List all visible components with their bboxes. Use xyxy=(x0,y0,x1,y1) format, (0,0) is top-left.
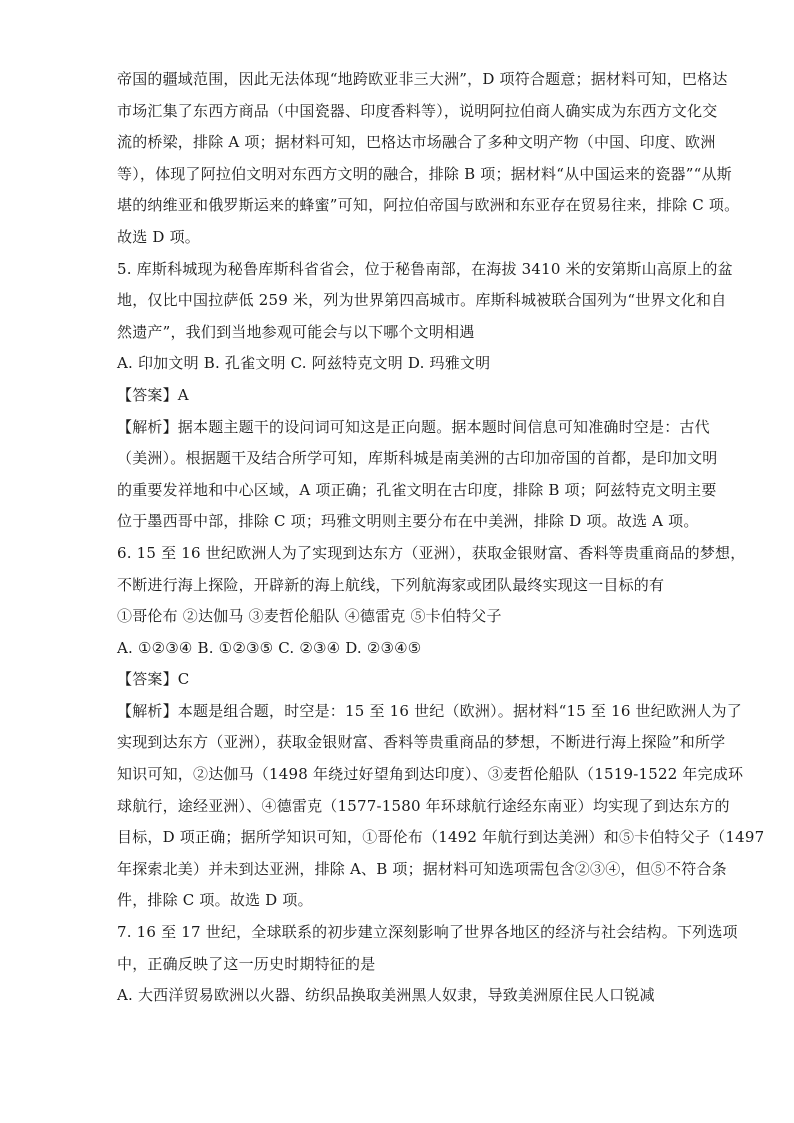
text-line: 等），体现了阿拉伯文明对东西方文明的融合，排除 B 项；据材料“从中国运来的瓷器”“从斯 xyxy=(117,164,732,183)
question-7-option-a: A. 大西洋贸易欧洲以火器、纺织品换取美洲黑人奴隶，导致美洲原住民人口锐减 xyxy=(117,986,655,1005)
analysis-line: 知识可知，②达伽马（1498 年绕过好望角到达印度）、③麦哲伦船队（1519-1522 年完成环 xyxy=(117,765,744,784)
question-6-line: 6. 15 至 16 世纪欧洲人为了实现到达东方（亚洲），获取金银财富、香料等贵重商品的梦想， xyxy=(117,543,746,562)
text-line: 故选 D 项。 xyxy=(117,227,200,246)
answer-label: 【答案】C xyxy=(117,670,190,689)
question-5-line: 然遗产”，我们到当地参观可能会与以下哪个文明相遇 xyxy=(117,322,475,341)
question-5-line: 地，仅比中国拉萨低 259 米，列为世界第四高城市。库斯科城被联合国列为“世界文化和自 xyxy=(117,291,727,310)
text-line: 流的桥梁，排除 A 项；据材料可知，巴格达市场融合了多种文明产物（中国、印度、欧洲 xyxy=(117,133,716,152)
text-line: 帝国的疆域范围，因此无法体现“地跨欧亚非三大洲”，D 项符合题意；据材料可知，巴格达 xyxy=(117,70,728,88)
analysis-line: 件，排除 C 项。故选 D 项。 xyxy=(117,891,313,910)
analysis-line: 球航行，途经亚洲）、④德雷克（1577-1580 年环球航行途经东南亚）均实现了到达东方的 xyxy=(117,796,730,815)
analysis-line: 【解析】据本题主题干的设问词可知这是正向题。据本题时间信息可知准确时空是：古代 xyxy=(117,417,710,436)
question-5-line: 5. 库斯科城现为秘鲁库斯科省省会，位于秘鲁南部，在海拔 3410 米的安第斯山高原上的盆 xyxy=(117,259,733,278)
analysis-line: （美洲）。根据题干及结合所学可知，库斯科城是南美洲的古印加帝国的首都，是印加文明 xyxy=(117,449,718,468)
answer-label: 【答案】A xyxy=(117,385,189,404)
document-page xyxy=(117,64,765,1012)
question-7-line: 中，正确反映了这一历史时期特征的是 xyxy=(117,954,376,973)
question-7-line: 7. 16 至 17 世纪，全球联系的初步建立深刻影响了世界各地区的经济与社会结构。下列选项 xyxy=(117,923,738,942)
analysis-line: 的重要发祥地和中心区域，A 项正确；孔雀文明在古印度，排除 B 项；阿兹特克文明主要 xyxy=(117,480,717,499)
analysis-line: 实现到达东方（亚洲），获取金银财富、香料等贵重商品的梦想，不断进行海上探险”和所学 xyxy=(117,733,726,752)
analysis-line: 【解析】本题是组合题，时空是：15 至 16 世纪（欧洲）。据材料“15 至 16 世纪欧洲人为了 xyxy=(117,701,742,720)
analysis-line: 年探索北美）并未到达亚洲，排除 A、B 项；据材料可知选项需包含②③④，但⑤不符合条 xyxy=(117,859,727,878)
analysis-line: 目标，D 项正确；据所学知识可知，①哥伦布（1492 年航行到达美洲）和⑤卡伯特父子（1497 xyxy=(117,828,765,847)
question-6-items: ①哥伦布 ②达伽马 ③麦哲伦船队 ④德雷克 ⑤卡伯特父子 xyxy=(117,607,502,626)
text-line: 堪的纳维亚和俄罗斯运来的蜂蜜”可知，阿拉伯帝国与欧洲和东亚存在贸易往来，排除 C 项。 xyxy=(117,196,740,215)
analysis-line: 位于墨西哥中部，排除 C 项；玛雅文明则主要分布在中美洲，排除 D 项。故选 A 项。 xyxy=(117,512,699,531)
question-6-line: 不断进行海上探险，开辟新的海上航线，下列航海家或团队最终实现这一目标的有 xyxy=(117,575,665,594)
question-5-options: A. 印加文明 B. 孔雀文明 C. 阿兹特克文明 D. 玛雅文明 xyxy=(117,354,491,373)
question-6-options: A. ①②③④ B. ①②③⑤ C. ②③④ D. ②③④⑤ xyxy=(117,638,422,657)
text-line: 市场汇集了东西方商品（中国瓷器、印度香料等），说明阿拉伯商人确实成为东西方文化交 xyxy=(117,101,718,120)
